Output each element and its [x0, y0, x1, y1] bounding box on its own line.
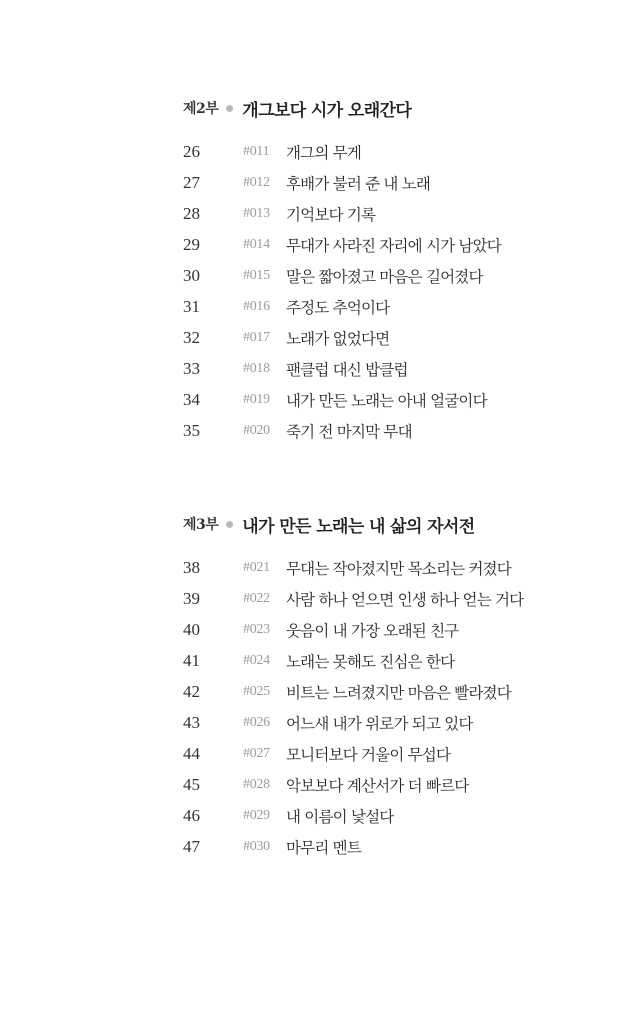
chapter-entry[interactable] — [183, 707, 603, 738]
chapter-title: 후배가 불러 준 내 노래 — [286, 174, 431, 193]
page-number: 34 — [183, 389, 200, 409]
chapter-title: 마무리 멘트 — [286, 838, 361, 857]
page-number: 38 — [183, 557, 200, 577]
chapter-title: 기억보다 기록 — [286, 205, 376, 224]
chapter-entry[interactable] — [183, 384, 603, 415]
page-number: 47 — [183, 836, 200, 856]
chapter-code: #029 — [243, 807, 270, 823]
page-number: 42 — [183, 681, 200, 701]
chapter-entry[interactable] — [183, 738, 603, 769]
chapter-entry[interactable] — [183, 415, 603, 446]
chapter-code: #014 — [243, 236, 270, 252]
chapter-code: #011 — [243, 143, 270, 159]
part-title: 내가 만든 노래는 내 삶의 자서전 — [242, 516, 475, 537]
chapter-code: #013 — [243, 205, 270, 221]
chapter-code: #025 — [243, 683, 270, 699]
chapter-entry[interactable] — [183, 260, 603, 291]
chapter-code: #024 — [243, 652, 270, 668]
bullet-dot-icon — [226, 105, 233, 112]
chapter-entry[interactable] — [183, 831, 603, 862]
chapter-title: 무대는 작아졌지만 목소리는 커졌다 — [286, 559, 511, 578]
page-number: 28 — [183, 203, 200, 223]
page-number: 31 — [183, 296, 200, 316]
page-number: 27 — [183, 172, 200, 192]
chapter-code: #023 — [243, 621, 270, 637]
page-number: 26 — [183, 141, 200, 161]
chapter-entry[interactable] — [183, 322, 603, 353]
chapter-code: #022 — [243, 590, 270, 606]
chapter-entry[interactable] — [183, 583, 603, 614]
chapter-title: 무대가 사라진 자리에 시가 남았다 — [286, 236, 501, 255]
page-number: 45 — [183, 774, 200, 794]
chapter-entry[interactable] — [183, 198, 603, 229]
chapter-code: #016 — [243, 298, 270, 314]
chapter-title: 죽기 전 마지막 무대 — [286, 422, 412, 441]
chapter-code: #018 — [243, 360, 270, 376]
chapter-entry[interactable] — [183, 800, 603, 831]
page-number: 39 — [183, 588, 200, 608]
page-number: 29 — [183, 234, 200, 254]
part-title: 개그보다 시가 오래간다 — [242, 100, 412, 121]
part-label: 제2부 — [183, 101, 219, 117]
part-header — [183, 510, 603, 538]
page-number: 44 — [183, 743, 200, 763]
bullet-dot-icon — [226, 521, 233, 528]
chapter-entry[interactable] — [183, 229, 603, 260]
page-number: 35 — [183, 420, 200, 440]
chapter-title: 사람 하나 얻으면 인생 하나 얻는 거다 — [286, 590, 524, 609]
page-number: 32 — [183, 327, 200, 347]
chapter-list — [183, 552, 603, 862]
chapter-entry[interactable] — [183, 291, 603, 322]
chapter-title: 노래는 못해도 진심은 한다 — [286, 652, 455, 671]
chapter-title: 팬클럽 대신 밥클럽 — [286, 360, 408, 379]
page-number: 33 — [183, 358, 200, 378]
chapter-entry[interactable] — [183, 645, 603, 676]
chapter-title: 내가 만든 노래는 아내 얼굴이다 — [286, 391, 487, 410]
page-number: 40 — [183, 619, 200, 639]
chapter-title: 어느새 내가 위로가 되고 있다 — [286, 714, 473, 733]
chapter-code: #021 — [243, 559, 270, 575]
chapter-code: #028 — [243, 776, 270, 792]
chapter-code: #015 — [243, 267, 270, 283]
chapter-code: #017 — [243, 329, 270, 345]
chapter-title: 개그의 무게 — [286, 143, 361, 162]
page-number: 43 — [183, 712, 200, 732]
part-3-section — [183, 510, 603, 862]
chapter-code: #012 — [243, 174, 270, 190]
chapter-code: #030 — [243, 838, 270, 854]
chapter-list — [183, 136, 603, 446]
chapter-entry[interactable] — [183, 136, 603, 167]
chapter-code: #026 — [243, 714, 270, 730]
page-number: 46 — [183, 805, 200, 825]
chapter-code: #020 — [243, 422, 270, 438]
chapter-title: 웃음이 내 가장 오래된 친구 — [286, 621, 459, 640]
chapter-title: 노래가 없었다면 — [286, 329, 390, 348]
chapter-code: #019 — [243, 391, 270, 407]
chapter-entry[interactable] — [183, 167, 603, 198]
part-label: 제3부 — [183, 517, 219, 533]
part-header — [183, 94, 603, 122]
chapter-entry[interactable] — [183, 353, 603, 384]
chapter-title: 모니터보다 거울이 무섭다 — [286, 745, 451, 764]
chapter-entry[interactable] — [183, 614, 603, 645]
page-number: 30 — [183, 265, 200, 285]
chapter-entry[interactable] — [183, 676, 603, 707]
chapter-title: 내 이름이 낯설다 — [286, 807, 394, 826]
chapter-entry[interactable] — [183, 769, 603, 800]
chapter-entry[interactable] — [183, 552, 603, 583]
chapter-title: 비트는 느려졌지만 마음은 빨라졌다 — [286, 683, 511, 702]
chapter-code: #027 — [243, 745, 270, 761]
part-2-section — [183, 94, 603, 446]
page-number: 41 — [183, 650, 200, 670]
chapter-title: 악보보다 계산서가 더 빠르다 — [286, 776, 469, 795]
chapter-title: 말은 짧아졌고 마음은 길어졌다 — [286, 267, 483, 286]
chapter-title: 주정도 추억이다 — [286, 298, 390, 317]
